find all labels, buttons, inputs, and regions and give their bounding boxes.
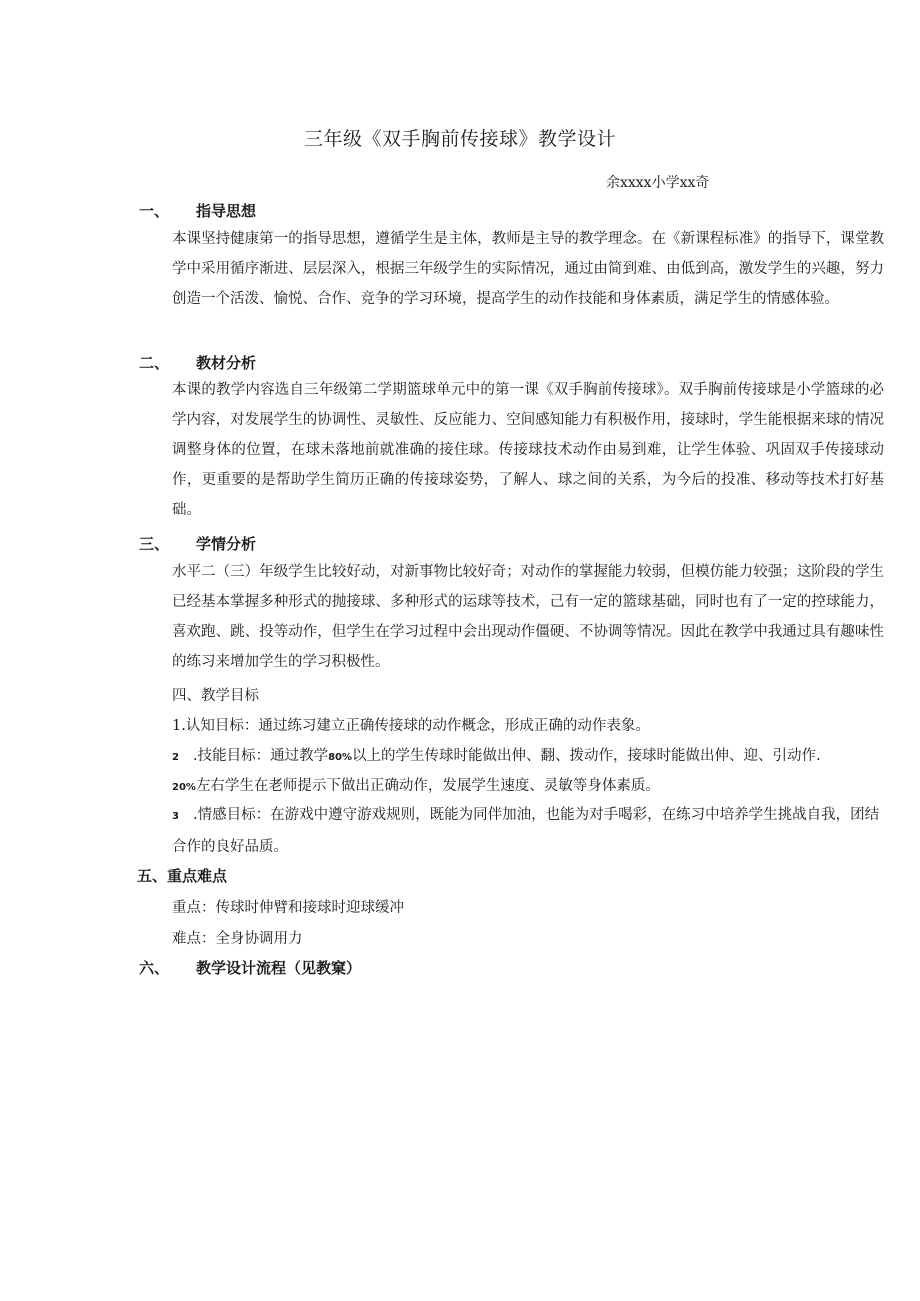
section-title: 教材分析 — [196, 354, 257, 372]
section-title: 教学设计流程（见教窠） — [196, 959, 362, 977]
goal-cognitive: 1.认知目标：通过练习建立正确传接球的动作概念，形成正确的动作表象。 — [172, 718, 650, 734]
goal-skill-percent-1: 80% — [328, 752, 353, 763]
section-heading-teaching-goals: 四、教学目标 — [172, 688, 259, 704]
difficulty-point: 难点：全身协调用力 — [172, 931, 303, 947]
section-number: 三、 — [139, 535, 170, 553]
section-title: 学情分析 — [196, 535, 257, 553]
goal-skill-text-b: 以上的学生传球时能做出伸、翻、拨动作，接球时能做出伸、迎、引动作. — [352, 748, 821, 764]
section-number: 二、 — [139, 354, 170, 372]
goal-skill-percent-2: 20% — [172, 782, 196, 793]
key-point: 重点：传球时伸臂和接球时迎球缓冲 — [172, 900, 404, 916]
goal-skill-text-c: 左右学生在老师提示下做出正确动作，发展学生速度、灵敏等身体素质。 — [195, 778, 660, 794]
goal-affective — [172, 800, 884, 862]
goal-skill-line-1 — [172, 744, 821, 765]
section-body-guiding-ideology: 本课坚持健康第一的指导思想，遵循学生是主体，教师是主导的教学理念。在《新课程标准》的指导下，课堂教学中采用循序渐进、层层深入，根据三年级学生的实际情况，通过由简到难、由低到高，激发学生的兴趣，努力创造一个活泼、愉悦、合作、竞争的学习环境，提高学生的动作技能和身体素质，满足学生的情感体验。 — [172, 231, 884, 307]
section-title: 指导思想 — [196, 202, 257, 220]
document-author: 余xxxx小学xx奇 — [606, 175, 710, 191]
section-body-material-analysis: 本课的教学内容选自三年级第二学期篮球单元中的第一课《双手胸前传接球》。双手胸前传接球是小学篮球的必学内容，对发展学生的协调性、灵敏性、反应能力、空间感知能力有积极作用，接球时，学生能根据来球的情况调整身体的位置，在球未落地前就准确的接住球。传接球技术动作由易到难，让学生体验、巩固双手传接球动作，更重要的是帮助学生简历正确的传接球姿势，了解人、球之间的关系，为今后的投准、移动等技术打好基础。 — [172, 382, 884, 518]
document-title: 三年级《双手胸前传接球》教学设计 — [303, 128, 616, 150]
goal-number: 3 — [172, 811, 179, 822]
section-number: 六、 — [139, 959, 170, 977]
section-number: 一、 — [139, 202, 170, 220]
section-title: 五、重点难点 — [137, 867, 228, 885]
goal-skill-text-a: .技能目标：通过教学 — [192, 748, 329, 764]
goal-affective-text: .情感目标：在游戏中遵守游戏规则，既能为同伴加油，也能为对手喝彩，在练习中培养学生挑战自我，团结合作的良好品质。 — [172, 807, 880, 855]
section-body-learner-analysis: 水平二（三）年级学生比较好动，对新事物比较好奇；对动作的掌握能力较弱，但模仿能力较强；这阶段的学生已经基本掌握多种形式的抛接球、多种形式的运球等技术，己有一定的篮球基础，同时也有了一定的控球能力，喜欢跑、跳、投等动作，但学生在学习过程中会出现动作僵硬、不协调等情况。因此在教学中我通过具有趣味性的练习来增加学生的学习积极性。 — [172, 564, 884, 670]
goal-skill-line-2 — [172, 774, 660, 795]
goal-number: 2 — [172, 752, 179, 763]
